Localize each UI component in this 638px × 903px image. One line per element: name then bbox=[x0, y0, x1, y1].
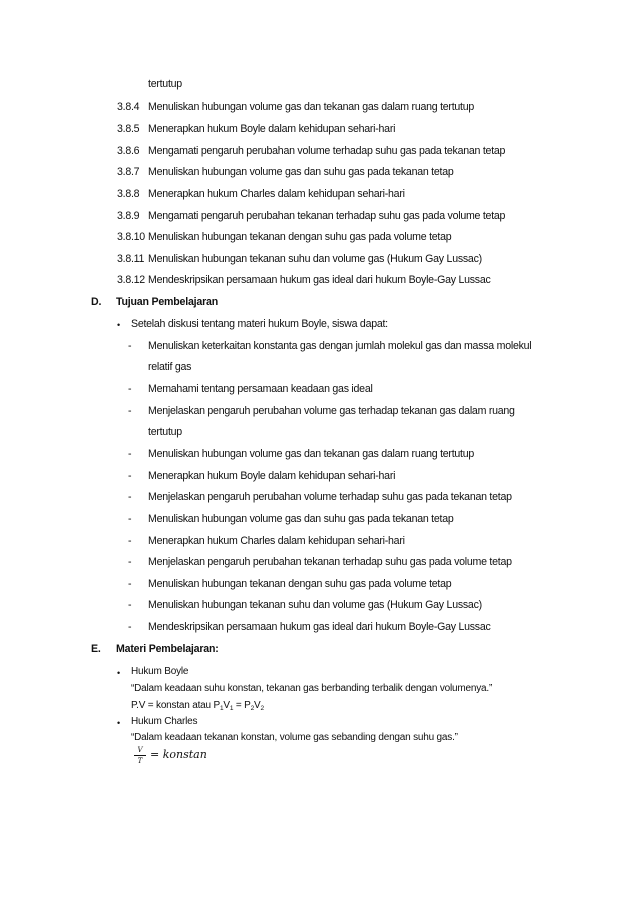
indicator-text: Menuliskan hubungan volume gas dan suhu gas pada tekanan tetap bbox=[148, 166, 454, 178]
fraction-numerator: V bbox=[137, 746, 143, 754]
indicator-text: Menuliskan hubungan tekanan dengan suhu gas pada volume tetap bbox=[148, 231, 452, 243]
charles-quote: “Dalam keadaan tekanan konstan, volume gas sebanding dengan suhu gas.” bbox=[131, 732, 458, 743]
formula-part: P.V = konstan atau P bbox=[131, 700, 220, 711]
indicator-3-8-12 bbox=[117, 274, 491, 286]
indicator-number: 3.8.7 bbox=[117, 166, 140, 178]
list-item-text: Menjelaskan pengaruh perubahan volume terhadap suhu gas pada tekanan tetap bbox=[148, 491, 512, 503]
indicator-text: Mendeskripsikan persamaan hukum gas ideal dari hukum Boyle-Gay Lussac bbox=[148, 274, 491, 286]
dash-marker: - bbox=[128, 470, 132, 482]
list-item-text: Menjelaskan pengaruh perubahan tekanan terhadap suhu gas pada volume tetap bbox=[148, 556, 512, 568]
formula-part: V bbox=[253, 700, 261, 711]
indicator-text: Mengamati pengaruh perubahan volume terhadap suhu gas pada tekanan tetap bbox=[148, 145, 506, 157]
indicator-3-8-6 bbox=[117, 145, 505, 157]
indicator-3-8-9 bbox=[117, 210, 505, 222]
indicator-text: Menerapkan hukum Boyle dalam kehidupan sehari-hari bbox=[148, 123, 396, 135]
indicator-text: Menuliskan hubungan tekanan suhu dan volume gas (Hukum Gay Lussac) bbox=[148, 253, 482, 265]
list-item-text: Menuliskan hubungan tekanan suhu dan volume gas (Hukum Gay Lussac) bbox=[148, 599, 482, 611]
dash-marker: - bbox=[128, 340, 132, 352]
subscript: 2 bbox=[250, 705, 254, 712]
indicator-text: Menerapkan hukum Charles dalam kehidupan sehari-hari bbox=[148, 188, 405, 200]
section-letter: E. bbox=[91, 643, 101, 655]
fraction-bar bbox=[134, 755, 146, 756]
bullet-icon: • bbox=[117, 668, 121, 678]
boyle-formula bbox=[131, 700, 264, 712]
list-item-text: Menerapkan hukum Charles dalam kehidupan sehari-hari bbox=[148, 535, 405, 547]
indicator-number: 3.8.9 bbox=[117, 210, 140, 222]
indicator-number: 3.8.8 bbox=[117, 188, 140, 200]
list-item-text-cont: relatif gas bbox=[148, 361, 192, 373]
dash-marker: - bbox=[128, 578, 132, 590]
dash-marker: - bbox=[128, 621, 132, 633]
charles-fraction bbox=[134, 746, 146, 765]
charles-formula-rhs: = konstan bbox=[150, 748, 207, 761]
indicator-number: 3.8.12 bbox=[117, 274, 145, 286]
indicator-3-8-7 bbox=[117, 166, 454, 178]
indicator-3-8-11 bbox=[117, 253, 482, 265]
indicator-number: 3.8.6 bbox=[117, 145, 140, 157]
section-letter: D. bbox=[91, 296, 102, 308]
indicator-3-8-8 bbox=[117, 188, 405, 200]
dash-marker: - bbox=[128, 535, 132, 547]
dash-marker: - bbox=[128, 491, 132, 503]
dash-marker: - bbox=[128, 405, 132, 417]
dash-marker: - bbox=[128, 556, 132, 568]
section-d-intro: Setelah diskusi tentang materi hukum Boyle, siswa dapat: bbox=[131, 318, 388, 330]
indicator-3-8-4 bbox=[117, 101, 474, 113]
list-item-text: Menuliskan hubungan volume gas dan tekanan gas dalam ruang tertutup bbox=[148, 448, 475, 460]
list-item-text: Memahami tentang persamaan keadaan gas ideal bbox=[148, 383, 373, 395]
section-title: Tujuan Pembelajaran bbox=[116, 296, 218, 308]
section-d-heading bbox=[91, 296, 218, 308]
indicator-3-8-5 bbox=[117, 123, 395, 135]
boyle-title: Hukum Boyle bbox=[131, 666, 189, 677]
subscript: 1 bbox=[229, 705, 234, 712]
dash-marker: - bbox=[128, 383, 132, 395]
indicator-number: 3.8.4 bbox=[117, 101, 140, 113]
charles-title: Hukum Charles bbox=[131, 716, 198, 727]
list-item-text: Menuliskan hubungan tekanan dengan suhu gas pada volume tetap bbox=[148, 578, 452, 590]
section-e-heading bbox=[91, 643, 219, 655]
list-item-text: Mendeskripsikan persamaan hukum gas ideal dari hukum Boyle-Gay Lussac bbox=[148, 621, 491, 633]
indicator-3-8-10 bbox=[117, 231, 451, 243]
dash-marker: - bbox=[128, 599, 132, 611]
list-item-text: Menuliskan hubungan volume gas dan suhu gas pada tekanan tetap bbox=[148, 513, 454, 525]
bullet-icon: • bbox=[117, 718, 121, 728]
formula-part: = P bbox=[233, 700, 251, 711]
subscript: 2 bbox=[260, 705, 264, 712]
list-item-text: Menerapkan hukum Boyle dalam kehidupan sehari-hari bbox=[148, 470, 396, 482]
fraction-denominator: T bbox=[137, 757, 143, 765]
formula-part: V bbox=[223, 700, 230, 711]
indicator-number: 3.8.11 bbox=[117, 253, 145, 265]
list-item-text-cont: tertutup bbox=[148, 426, 182, 438]
continuation-text: tertutup bbox=[148, 78, 182, 90]
boyle-quote: “Dalam keadaan suhu konstan, tekanan gas berbanding terbalik dengan volumenya.” bbox=[131, 683, 493, 694]
list-item-text: Menuliskan keterkaitan konstanta gas dengan jumlah molekul gas dan massa molekul bbox=[148, 340, 532, 352]
indicator-number: 3.8.10 bbox=[117, 231, 145, 243]
subscript: 1 bbox=[219, 705, 224, 712]
list-item-text: Menjelaskan pengaruh perubahan volume gas terhadap tekanan gas dalam ruang bbox=[148, 405, 515, 417]
section-title: Materi Pembelajaran: bbox=[116, 643, 219, 655]
dash-marker: - bbox=[128, 513, 132, 525]
dash-marker: - bbox=[128, 448, 132, 460]
indicator-text: Menuliskan hubungan volume gas dan tekanan gas dalam ruang tertutup bbox=[148, 101, 475, 113]
indicator-number: 3.8.5 bbox=[117, 123, 140, 135]
bullet-icon: • bbox=[117, 320, 121, 330]
indicator-text: Mengamati pengaruh perubahan tekanan terhadap suhu gas pada volume tetap bbox=[148, 210, 506, 222]
